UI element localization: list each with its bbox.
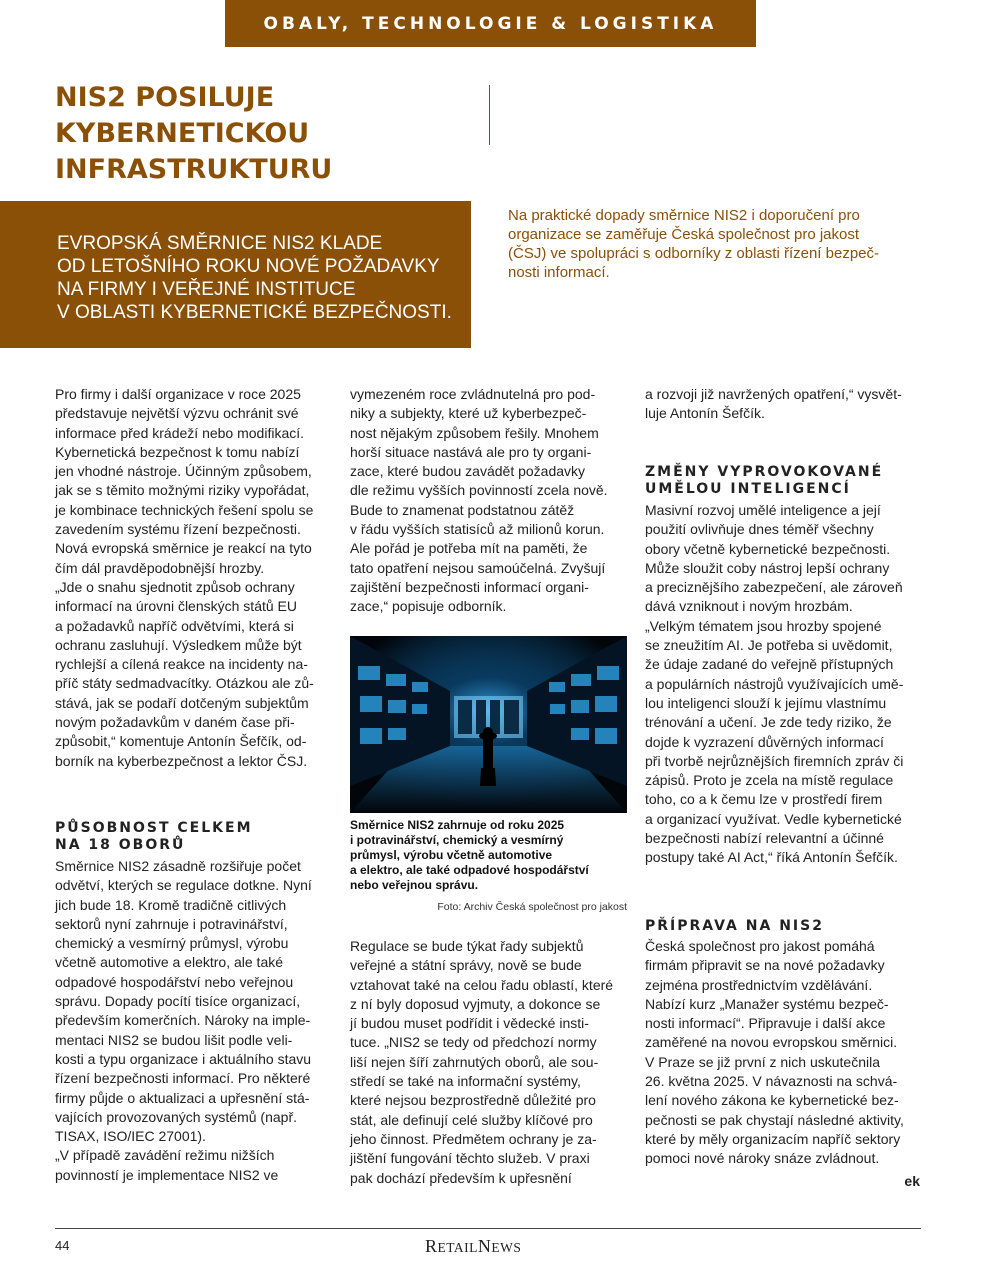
col3-paragraph-3: Česká společnost pro jakost pomáhá firmám připravit se na nové požadavky zejména prostřednictvím vzdělávání. Nabízí kurz „Manažer systému bezpeč- nosti informací“. Připravuje i další akce zaměřené na novou evropskou směrnici. V Praze se již první z nich uskutečnila 26. května 2025. V návaznosti na schvá- lení nového zákona ke kybernetické bez- pečnosti se pak chystají následné aktivity, které by měly organizacím napříč sektory pomoci nové nároky snáze zvládnout. bbox=[645, 938, 904, 1167]
author-signature: ek bbox=[904, 1173, 920, 1189]
col1-paragraph-2: Směrnice NIS2 zásadně rozšiřuje počet odvětví, kterých se regulace dotkne. Nyní jich bude 18. Kromě tradičně citlivých sektorů nyní zahrnuje i potravinářství, chemický a vesmírný průmysl, výrobu včetně automotive a elektro, ale také odpadové hospodářství nebo veřejnou správu. Dopady pocítí tisíce organizací, především komerčních. Nároky na imple- mentaci NIS2 se budou lišit podle veli- kosti a typu organizace i aktuálního stavu řízení bezpečnosti informací. Pro některé firmy půjde o aktualizaci a upřesnění stá- vajících provozovaných systémů (např. TISAX, ISO/IEC 27001). „V případě zavádění režimu nižších povinností je implementace NIS2 ve bbox=[55, 858, 312, 1183]
article-headline: NIS2 POSILUJE KYBERNETICKOU INFRASTRUKTURU bbox=[55, 82, 333, 185]
intro-text: Na praktické dopady směrnice NIS2 i doporučení pro organizace se zaměřuje Česká společnost pro jakost (ČSJ) ve spolupráci s odborníky z oblasti řízení bezpeč- nosti informací. bbox=[508, 207, 879, 281]
col2-paragraph-2: Regulace se bude týkat řady subjektů veřejné a státní správy, nově se bude vztahovat také na celou řadu oblastí, které z ní byly doposud vyjmuty, a dokonce se jí budou muset podřídit i vědecké insti- tuce. „NIS2 se tedy od předchozí normy liší nejen šíří zahrnutých oborů, ale sou- středí se také na informační systémy, které nejsou bezprostředně důležité pro stát, ale definují celé služby klíčové pro jeho činnost. Předmětem ochrany je za- jištění fungování těchto služeb. V praxi pak dochází především k upřesnění bbox=[350, 938, 614, 1186]
footer-divider bbox=[55, 1228, 921, 1229]
section-title: OBALY, TECHNOLOGIE & LOGISTIKA bbox=[263, 13, 718, 34]
header-divider bbox=[489, 85, 490, 145]
col3-subheading-1: ZMĚNY VYPROVOKOVANÉ UMĚLOU INTELIGENCÍ bbox=[645, 464, 884, 497]
photo-credit: Foto: Archiv Česká společnost pro jakost bbox=[437, 901, 627, 913]
col3-paragraph-1: a rozvoji již navržených opatření,“ vysvět- luje Antonín Šefčík. bbox=[645, 386, 902, 422]
col1-paragraph-1: Pro firmy i další organizace v roce 2025 představuje největší výzvu ochránit své informace před krádeží nebo modifikací. Kybernetická bezpečnost k tomu nabízí jen vhodné nástroje. Účinným způsobem, jak se s těmito možnými riziky vypořádat, je kombinace technických řešení spolu se zavedením systému řízení bezpečnosti. Nová evropská směrnice je reakcí na tyto čím dál pravděpodobnější hrozby. „Jde o snahu sjednotit způsob ochrany informací na úrovni členských států EU a požadavků napříč odvětvími, která si ochranu zasluhují. Výsledkem může být rychlejší a cílená reakce na incidenty na- příč státy sedmadvacítky. Otázkou ale zů- stává, jak se podaří dotčeným subjektům novým požadavkům v daném čase při- způsobit,“ komentuje Antonín Šefčík, od- borník na kyberbezpečnost a lektor ČSJ. bbox=[55, 386, 314, 769]
col3-subheading-2: PŘÍPRAVA NA NIS2 bbox=[645, 918, 824, 934]
article-photo bbox=[350, 636, 627, 813]
section-header bbox=[225, 0, 756, 47]
col1-subheading: PŮSOBNOST CELKEM NA 18 OBORŮ bbox=[55, 820, 253, 853]
page-number: 44 bbox=[55, 1238, 70, 1253]
col3-paragraph-2: Masivní rozvoj umělé inteligence a její použití ovlivňuje dnes téměř všechny obory včetně kybernetické bezpečnosti. Může sloužit coby nástroj lepší ochrany a preciznějšího zabezpečení, ale zároveň dává vzniknout i novým hrozbám. „Velkým tématem jsou hrozby spojené se zneužitím AI. Je potřeba si uvědomit, že údaje zadané do veřejně přístupných a populárních nástrojů využívajících umě- lou inteligenci slouží k jejímu vlastnímu trénování a učení. Je zde tedy riziko, že dojde k vyzrazení důvěrných informací při tvorbě nejrůznějších firemních zpráv či zápisů. Proto je zcela na místě regulace toho, co a k čemu lze v prostředí firem a organizací využívat. Vedle kybernetické bezpečnosti nabízí relevantní a účinné postupy také AI Act,“ říká Antonín Šefčík. bbox=[645, 502, 904, 866]
magazine-logo: RETAILNEWS bbox=[425, 1236, 522, 1256]
server-room-illustration bbox=[350, 636, 627, 813]
lead-box bbox=[0, 201, 471, 348]
lead-text: EVROPSKÁ SMĚRNICE NIS2 KLADE OD LETOŠNÍHO ROKU NOVÉ POŽADAVKY NA FIRMY I VEŘEJNÉ INSTITUCE V OBLASTI KYBERNETICKÉ BEZPEČNOSTI. bbox=[57, 233, 452, 323]
col2-paragraph-1: vymezeném roce zvládnutelná pro pod- niky a subjekty, které už kyberbezpeč- nost nějakým způsobem řešily. Mnohem horší situace nastává ale pro ty organi- zace, které budou zavádět požadavky dle režimu vyšších povinností zcela nově. Bude to znamenat podstatnou zátěž v řádu vyšších statisíců až milionů korun. Ale pořád je potřeba mít na paměti, že tato opatření nejsou samoúčelná. Zvyšují zajištění bezpečnosti informací organi- zace,“ popisuje odborník. bbox=[350, 386, 608, 615]
photo-caption: Směrnice NIS2 zahrnuje od roku 2025 i potravinářství, chemický a vesmírný průmysl, výrobu včetně automotive a elektro, ale také odpadové hospodářství nebo veřejnou správu. bbox=[350, 818, 589, 892]
